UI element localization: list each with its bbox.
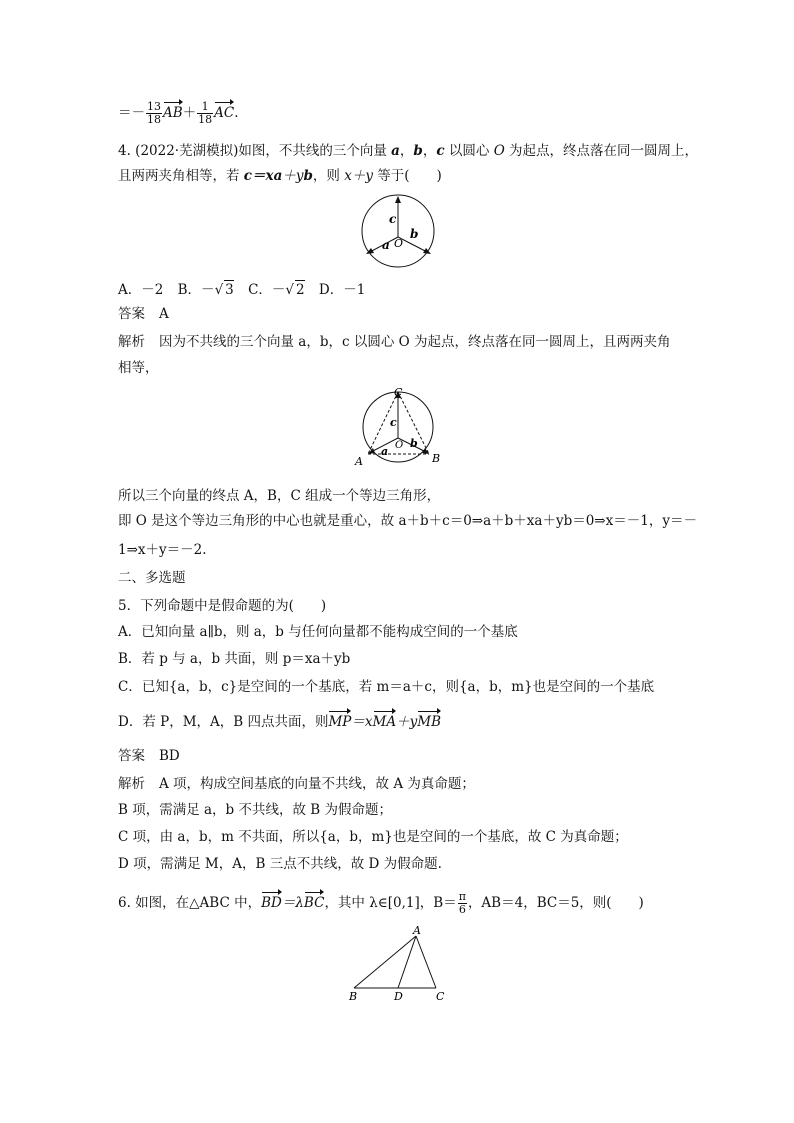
label-vec-a: a bbox=[381, 445, 389, 458]
q4-explanation-line2: 相等， bbox=[118, 360, 159, 376]
label-b: b bbox=[410, 227, 419, 241]
intro-equation: ＝－ $\frac{13}{18}$ AB＋ $\frac{1}{18}$ AC. bbox=[118, 100, 239, 126]
q5-explanation-line2: B 项，需满足 a，b 不共线，故 B 为假命题； bbox=[118, 802, 392, 818]
q4-option-a: A．－2 bbox=[118, 282, 164, 298]
label-A: A bbox=[413, 924, 421, 937]
q4-option-b: B．－√ 3 bbox=[177, 282, 234, 298]
q4-option-d: D．－1 bbox=[318, 282, 366, 298]
q4-explanation-line4: 即 O 是这个等边三角形的中心也就是重心，故 a＋b＋c＝0⇒a＋b＋xa＋yb＝0⇒x＝－1，y＝－ bbox=[118, 513, 697, 529]
fraction-13-18: $\frac{13}{18}$ bbox=[147, 100, 161, 126]
vector-ma: MA bbox=[373, 709, 397, 731]
fraction-1-18: $\frac{1}{18}$ bbox=[198, 100, 213, 126]
q5-option-d: D．若 P，M，A，B 四点共面，则MP＝xMA＋yMB bbox=[118, 709, 441, 731]
q4-triangle-figure bbox=[352, 386, 448, 470]
q5-option-c: C．已知{a，b，c}是空间的一个基底，若 m＝a＋c，则{a，b，m}也是空间的一个基底 bbox=[118, 679, 655, 695]
label-o: O bbox=[394, 237, 404, 250]
q4-answer: 答案 A bbox=[118, 306, 169, 322]
q4-stem-line1: 4. (2022·芜湖模拟)如图，不共线的三个向量 a，b，c 以圆心 O 为起点，终点落在同一圆周上， bbox=[118, 143, 699, 159]
label-C: C bbox=[394, 386, 403, 399]
vector-c-arrow bbox=[395, 196, 401, 203]
vector-bc: BC bbox=[304, 890, 325, 912]
label-D: D bbox=[394, 990, 403, 1003]
q5-explanation-line4: D 项，需满足 M，A，B 三点不共线，故 D 为假命题. bbox=[118, 856, 442, 872]
q4-options bbox=[118, 280, 365, 299]
label-B: B bbox=[349, 990, 358, 1003]
vector-ab: AB bbox=[163, 100, 183, 122]
vector-ac: AC bbox=[214, 100, 234, 122]
q5-explanation-line1: 解析 A 项，构成空间基底的向量不共线，故 A 为真命题； bbox=[118, 776, 475, 792]
vector-bd: BD bbox=[261, 890, 282, 912]
q4-explanation-line3: 所以三个向量的终点 A，B，C 组成一个等边三角形， bbox=[118, 488, 441, 504]
label-a: a bbox=[382, 238, 390, 252]
fraction-pi-6: $\frac{\pi}{6}$ bbox=[458, 890, 466, 916]
q5-explanation-line3: C 项，由 a，b，m 不共面，所以{a，b，m}也是空间的一个基底，故 C 为真命题； bbox=[118, 829, 628, 845]
q5-option-b: B．若 p 与 a，b 共面，则 p＝xa＋yb bbox=[118, 651, 351, 667]
label-B: B bbox=[432, 452, 441, 465]
q4-circle-figure bbox=[360, 193, 436, 271]
label-C: C bbox=[436, 990, 445, 1003]
q4-explanation-line1: 解析 因为不共线的三个向量 a，b，c 以圆心 O 为起点，终点落在同一圆周上，且两两夹角 bbox=[118, 334, 671, 350]
label-A: A bbox=[355, 455, 363, 468]
q4-explanation-line5: 1⇒x＋y＝－2. bbox=[118, 542, 207, 558]
label-vec-c: c bbox=[390, 416, 397, 429]
q5-option-a: A．已知向量 a∥b，则 a，b 与任何向量都不能构成空间的一个基底 bbox=[118, 624, 518, 640]
label-c: c bbox=[389, 212, 397, 226]
side-ac bbox=[416, 936, 436, 988]
intro-eq-sign: ＝－ bbox=[118, 105, 145, 121]
q5-answer: 答案 BD bbox=[118, 748, 180, 764]
vector-mp: MP bbox=[328, 709, 351, 731]
q5-stem: 5．下列命题中是假命题的为( ) bbox=[118, 598, 327, 614]
section-heading-multiple-choice: 二、多选题 bbox=[118, 570, 186, 586]
q6-triangle-figure bbox=[340, 924, 460, 1006]
label-vec-b: b bbox=[410, 437, 418, 450]
vector-mb: MB bbox=[417, 709, 441, 731]
label-O: O bbox=[395, 440, 404, 451]
q6-stem: 6. 如图，在△ABC 中，BD＝λBC，其中 λ∈[0,1]，B＝ $\frac{\pi}{6}$ ，AB＝4，BC＝5，则( ) bbox=[118, 890, 644, 916]
q4-option-c: C．－√ 2 bbox=[248, 282, 305, 298]
q4-stem-line2: 且两两夹角相等，若 c＝xa＋yb，则 x＋y 等于( ) bbox=[118, 168, 442, 184]
